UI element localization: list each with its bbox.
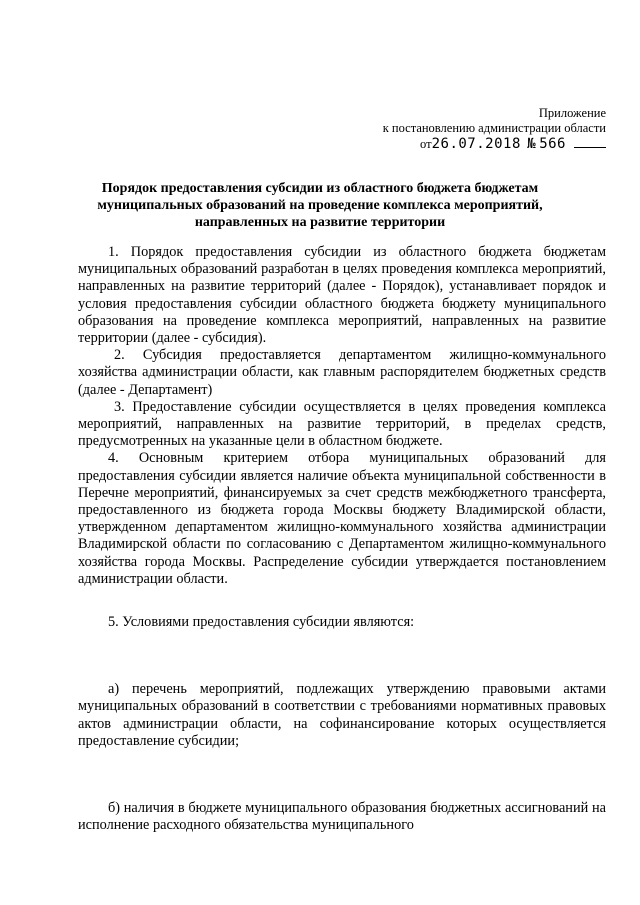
underline-blank (574, 137, 606, 148)
decree-date-number (346, 137, 606, 152)
number-sign: № (527, 136, 537, 152)
title-line: направленных на развитие территории (194, 215, 446, 230)
paragraph-3: 3. Предоставление субсидии осуществляется в целях проведения комплекса мероприятий, направленных на развитие территорий, в пределах средств, предусмотренных на указанные цели в областном бюджете. (78, 398, 606, 450)
title-line: муниципальных образований на проведение комплекса мероприятий, (97, 198, 543, 213)
appendix-reference: к постановлению администрации области (382, 121, 606, 135)
appendix-label: Приложение (538, 106, 606, 120)
date-prefix: от (420, 137, 432, 151)
paragraph-5b: б) наличия в бюджете муниципального образования бюджетных ассигнований на исполнение расходного обязательства муниципального (78, 800, 606, 834)
paragraph-5a: а) перечень мероприятий, подлежащих утверждению правовыми актами муниципальных образований в соответствии с требованиями нормативных правовых актов администрации области, на софинансирование которых осуществляется предоставление субсидии; (78, 681, 606, 749)
document-body (78, 244, 606, 834)
decree-number: 566 (539, 136, 566, 152)
paragraph-1: 1. Порядок предоставления субсидии из областного бюджета бюджетам муниципальных образований разработан в целях проведения комплекса мероприятий, направленных на развитие территорий (далее - Порядок), устанавливает порядок и условия предоставления субсидии областного бюджета бюджету муниципального образования на проведение комплекса мероприятий, направленных на развитие территории (далее - субсидия). (78, 244, 606, 347)
decree-date: 26.07.2018 (431, 136, 521, 152)
paragraph-4: 4. Основным критерием отбора муниципальных образований для предоставления субсидии является наличие объекта муниципальной собственности в Перечне мероприятий, финансируемых за счет средств межбюджетного трансферта, предоставленного из бюджета города Москвы бюджету Владимирской области, утвержденном департаментом жилищно-коммунального хозяйства администрации Владимирской области по согласованию с Департаментом жилищно-коммунального хозяйства города Москвы. Распределение субсидии утверждается постановлением администрации области. (78, 450, 606, 587)
title-line: Порядок предоставления субсидии из областного бюджета бюджетам (101, 181, 539, 196)
paragraph-2: 2. Субсидия предоставляется департаментом жилищно-коммунального хозяйства администрации области, как главным распорядителем бюджетных средств (далее - Департамент) (78, 347, 606, 398)
appendix-header (346, 106, 606, 152)
paragraph-5: 5. Условиями предоставления субсидии являются: (108, 614, 415, 631)
document-title (70, 180, 570, 231)
